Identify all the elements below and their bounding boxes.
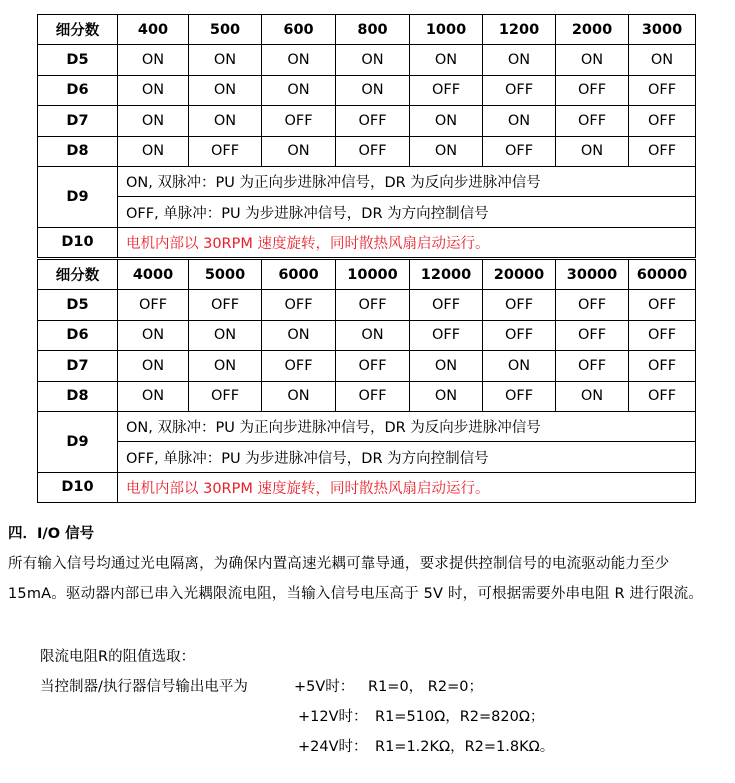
dip-switch-table-1 — [37, 14, 696, 258]
header-cell: 400 — [118, 15, 189, 45]
table-row-d10 — [38, 227, 696, 257]
table-cell: OFF — [262, 106, 336, 136]
header-cell: 10000 — [336, 260, 410, 290]
level-12v-values: R1=510Ω，R2=820Ω； — [375, 709, 545, 725]
row-label: D6 — [38, 75, 118, 105]
table-row — [38, 290, 696, 320]
table-cell: OFF — [556, 290, 629, 320]
table-cell: OFF — [336, 106, 410, 136]
table-cell: OFF — [262, 351, 336, 381]
table-cell: ON — [118, 381, 189, 411]
table-cell: OFF — [629, 75, 696, 105]
table-cell: OFF — [556, 320, 629, 350]
table-cell: ON — [189, 351, 262, 381]
level-5v-voltage: +5V时： — [294, 679, 355, 695]
row-label: D5 — [38, 45, 118, 75]
d10-description: 电机内部以 30RPM 速度旋转，同时散热风扇启动运行。 — [118, 472, 696, 502]
table-cell: ON — [410, 351, 483, 381]
header-cell: 细分数 — [38, 15, 118, 45]
level-5v-values: R1=0， R2=0； — [368, 679, 483, 695]
table-row — [38, 351, 696, 381]
d9-on-description: ON, 双脉冲：PU 为正向步进脉冲信号，DR 为反向步进脉冲信号 — [118, 166, 696, 196]
table-cell: OFF — [410, 75, 483, 105]
table-cell: ON — [118, 351, 189, 381]
table-cell: ON — [262, 381, 336, 411]
table-row-d9-on — [38, 411, 696, 441]
table-row — [38, 75, 696, 105]
table-cell: ON — [262, 45, 336, 75]
table-cell: ON — [556, 136, 629, 166]
row-label: D5 — [38, 290, 118, 320]
table-cell: ON — [556, 381, 629, 411]
table-cell: ON — [118, 106, 189, 136]
table-cell: ON — [189, 45, 262, 75]
header-cell: 5000 — [189, 260, 262, 290]
header-cell: 2000 — [556, 15, 629, 45]
row-label: D6 — [38, 320, 118, 350]
table-cell: ON — [556, 45, 629, 75]
level-24v-values: R1=1.2KΩ，R2=1.8KΩ。 — [375, 739, 555, 755]
table-cell: OFF — [556, 106, 629, 136]
header-cell: 1000 — [410, 15, 483, 45]
row-label: D9 — [38, 166, 118, 227]
table-cell: ON — [483, 106, 556, 136]
table-row — [38, 136, 696, 166]
header-cell: 800 — [336, 15, 410, 45]
table-row — [38, 106, 696, 136]
table-cell: OFF — [410, 320, 483, 350]
d9-off-description: OFF, 单脉冲：PU 为步进脉冲信号，DR 为方向控制信号 — [118, 197, 696, 227]
header-cell: 1200 — [483, 15, 556, 45]
level-12v-voltage: +12V时： — [298, 709, 368, 725]
table-cell: OFF — [410, 290, 483, 320]
table-cell: ON — [118, 320, 189, 350]
table-cell: OFF — [336, 136, 410, 166]
table-cell: OFF — [629, 136, 696, 166]
table-cell: OFF — [189, 290, 262, 320]
d9-off-description: OFF, 单脉冲：PU 为步进脉冲信号，DR 为方向控制信号 — [118, 442, 696, 472]
table-cell: OFF — [629, 351, 696, 381]
io-signal-paragraph: 所有输入信号均通过光电隔离，为确保内置高速光耦可靠导通，要求提供控制信号的电流驱动能力至少 15mA。驱动器内部已串入光耦限流电阻，当输入信号电压高于 5V 时，可根据需要外串电阻 R 进行限流。 — [8, 556, 704, 602]
level-24v-voltage: +24V时： — [298, 739, 368, 755]
table-row-d10 — [38, 472, 696, 502]
table-cell: ON — [189, 320, 262, 350]
table-cell: ON — [410, 45, 483, 75]
table-cell: ON — [483, 351, 556, 381]
signal-level-intro: 当控制器/执行器信号输出电平为 — [40, 679, 248, 695]
table-cell: OFF — [629, 381, 696, 411]
table-cell: ON — [118, 45, 189, 75]
table-cell: OFF — [118, 290, 189, 320]
table-header-row — [38, 15, 696, 45]
row-label: D7 — [38, 106, 118, 136]
section-heading: 四．I/O 信号 — [8, 526, 95, 542]
table-cell: OFF — [483, 136, 556, 166]
table-cell: OFF — [336, 290, 410, 320]
table-cell: OFF — [189, 136, 262, 166]
table-cell: ON — [189, 106, 262, 136]
table-cell: ON — [410, 106, 483, 136]
table-row — [38, 320, 696, 350]
row-label: D7 — [38, 351, 118, 381]
table-cell: ON — [262, 136, 336, 166]
table-row-d9-off — [38, 197, 696, 227]
table-cell: ON — [118, 136, 189, 166]
table-cell: OFF — [629, 320, 696, 350]
table-cell: ON — [336, 45, 410, 75]
d10-description: 电机内部以 30RPM 速度旋转，同时散热风扇启动运行。 — [118, 227, 696, 257]
table-row — [38, 381, 696, 411]
table-cell: ON — [189, 75, 262, 105]
table-row — [38, 45, 696, 75]
row-label: D8 — [38, 381, 118, 411]
table-cell: ON — [410, 136, 483, 166]
table-cell: OFF — [556, 351, 629, 381]
table-cell: OFF — [483, 290, 556, 320]
table-cell: OFF — [483, 381, 556, 411]
header-cell: 4000 — [118, 260, 189, 290]
table-header-row — [38, 260, 696, 290]
table-row-d9-off — [38, 442, 696, 472]
header-cell: 30000 — [556, 260, 629, 290]
d9-on-description: ON, 双脉冲：PU 为正向步进脉冲信号，DR 为反向步进脉冲信号 — [118, 411, 696, 441]
row-label: D10 — [38, 472, 118, 502]
table-cell: ON — [336, 320, 410, 350]
table-cell: OFF — [629, 106, 696, 136]
table-cell: ON — [262, 75, 336, 105]
header-cell: 3000 — [629, 15, 696, 45]
header-cell: 600 — [262, 15, 336, 45]
table-cell: OFF — [629, 290, 696, 320]
row-label: D9 — [38, 411, 118, 472]
table-cell: OFF — [556, 75, 629, 105]
table-cell: ON — [629, 45, 696, 75]
row-label: D10 — [38, 227, 118, 257]
header-cell: 6000 — [262, 260, 336, 290]
table-cell: OFF — [262, 290, 336, 320]
table-cell: OFF — [483, 320, 556, 350]
header-cell: 60000 — [629, 260, 696, 290]
table-row-d9-on — [38, 166, 696, 196]
header-cell: 500 — [189, 15, 262, 45]
table-cell: OFF — [189, 381, 262, 411]
header-cell: 12000 — [410, 260, 483, 290]
table-cell: OFF — [336, 351, 410, 381]
row-label: D8 — [38, 136, 118, 166]
table-cell: ON — [483, 45, 556, 75]
table-cell: OFF — [336, 381, 410, 411]
table-cell: ON — [336, 75, 410, 105]
header-cell: 细分数 — [38, 260, 118, 290]
table-cell: ON — [118, 75, 189, 105]
table-cell: ON — [410, 381, 483, 411]
resistor-selection-title: 限流电阻R的阻值选取： — [40, 649, 196, 665]
header-cell: 20000 — [483, 260, 556, 290]
dip-switch-table-2 — [37, 259, 696, 503]
table-cell: OFF — [483, 75, 556, 105]
table-cell: ON — [262, 320, 336, 350]
